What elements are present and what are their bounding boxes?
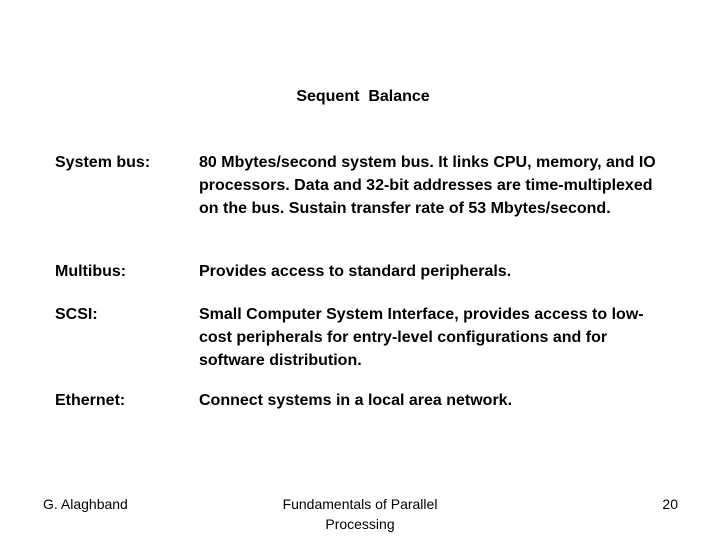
definition-row-multibus <box>55 260 695 283</box>
description-ethernet: Connect systems in a local area network. <box>199 392 513 409</box>
description-system-bus: 80 Mbytes/second system bus. It links CPU, memory, and IO processors. Data and 32-bit addresses are time-multiplexed on the bus. Sustain transfer rate of 53 Mbytes/second. <box>199 154 656 217</box>
definition-row-system-bus <box>55 151 695 220</box>
definition-row-scsi <box>55 303 695 372</box>
term-system-bus: System bus: <box>55 154 151 171</box>
slide-title: Sequent Balance <box>296 88 430 105</box>
definition-row-ethernet <box>55 389 695 412</box>
description-multibus: Provides access to standard peripherals. <box>199 263 512 280</box>
term-scsi: SCSI: <box>55 306 98 323</box>
footer-page-number: 20 <box>662 496 678 512</box>
description-scsi: Small Computer System Interface, provides access to low-cost peripherals for entry-level configurations and for software distribution. <box>199 306 644 369</box>
term-multibus: Multibus: <box>55 263 127 280</box>
term-ethernet: Ethernet: <box>55 392 126 409</box>
footer-author: G. Alaghband <box>43 496 128 512</box>
footer-course-title: Fundamentals of Parallel Processing <box>282 496 438 532</box>
